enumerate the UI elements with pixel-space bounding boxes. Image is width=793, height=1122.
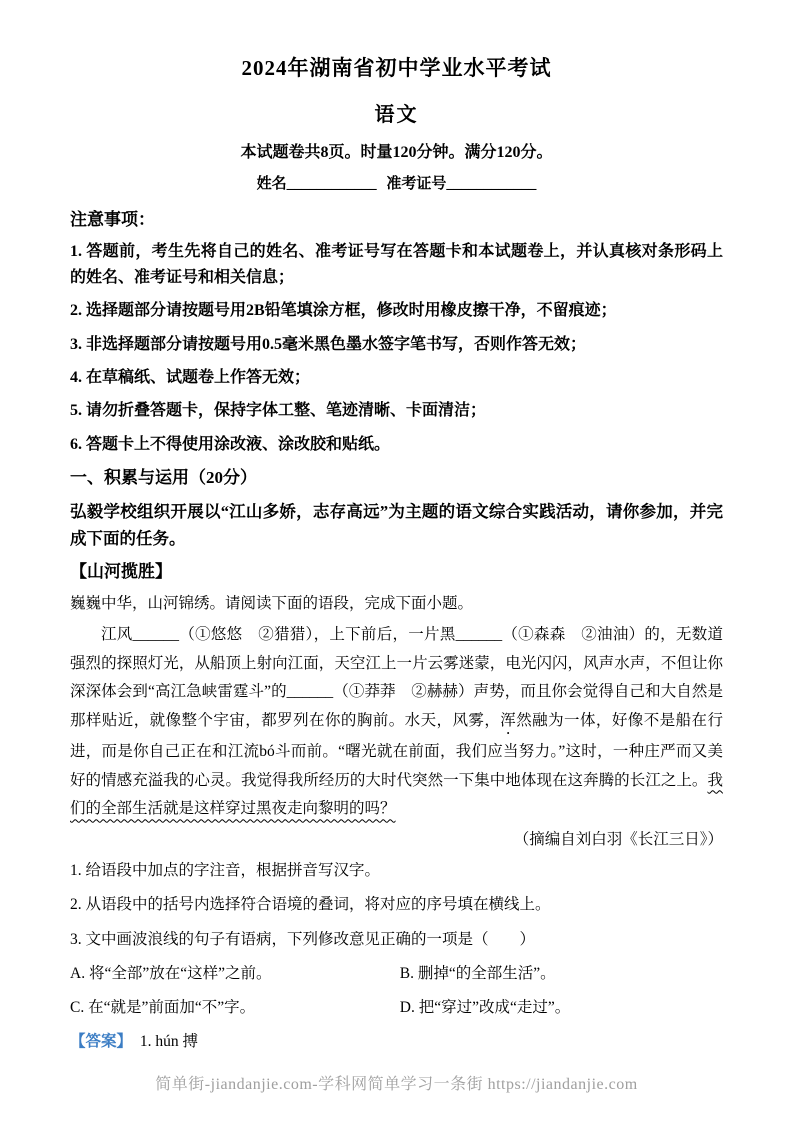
passage-part-1: 江风______（①悠悠 ②猎猎），上下前后，一片黑______（①森森 ②油油）的，无数道强烈的探照灯光，从船顶上射向江面，天空江上一片云雾迷蒙，电光闪闪，风声水声，不但让你深深体会到“高江急峡雷霆斗”的______（①莽莽 ②赫赫）声势，而且你会觉得自己和大自然是那样贴近，就像整个宇宙，都罗列在你的胸前。水天，风雾，	[70, 625, 723, 729]
option-a: A. 将“全部”放在“这样”之前。	[70, 964, 272, 982]
reading-passage	[70, 621, 723, 824]
candidate-info-line	[70, 172, 723, 193]
question-1: 1. 给语段中加点的字注音，根据拼音写汉字。	[70, 862, 381, 880]
exam-info: 本试题卷共8页。时量120分钟。满分120分。	[240, 144, 553, 161]
section-heading: 一、积累与运用（20分）	[70, 468, 257, 488]
notice-item-4: 4. 在草稿纸、试题卷上作答无效；	[70, 369, 311, 387]
answer-text: 1. hún 搏	[139, 1033, 199, 1051]
footer-watermark: 简单街-jiandanjie.com-学科网简单学习一条街 https://jiandanjie.com	[155, 1076, 638, 1093]
passage-dotted-char: 浑	[500, 711, 517, 729]
answer-line	[70, 1030, 723, 1053]
question-2: 2. 从语段中的括号内选择符合语境的叠词，将对应的序号填在横线上。	[70, 896, 551, 914]
exam-id-blank: 准考证号____________	[386, 176, 537, 192]
option-c: C. 在“就是”前面加“不”字。	[70, 999, 256, 1017]
exam-title: 2024年湖南省初中学业水平考试	[241, 56, 552, 80]
option-d: D. 把“穿过”改成“走过”。	[399, 999, 571, 1017]
notice-item-6: 6. 答题卡上不得使用涂改液、涂改胶和贴纸。	[70, 435, 391, 453]
name-blank: 姓名____________	[256, 176, 377, 192]
options-row-cd	[70, 996, 723, 1019]
notice-item-2: 2. 选择题部分请按题号用2B铅笔填涂方框，修改时用橡皮擦干净，不留痕迹；	[70, 302, 617, 320]
notice-item-1: 1. 答题前，考生先将自己的姓名、准考证号写在答题卡和本试题卷上，并认真核对条形码上的姓名、准考证号和相关信息；	[70, 242, 723, 286]
notice-item-5: 5. 请勿折叠答题卡，保持字体工整、笔迹清晰、卡面清洁；	[70, 402, 487, 420]
options-row-ab	[70, 962, 723, 985]
passage-source: （摘编自刘白羽《长江三日》）	[513, 830, 723, 848]
question-3: 3. 文中画波浪线的句子有语病，下列修改意见正确的一项是（ ）	[70, 930, 536, 948]
exam-subject: 语文	[374, 104, 419, 126]
notice-heading: 注意事项：	[70, 210, 155, 229]
option-b: B. 删掉“的全部生活”。	[399, 964, 556, 982]
answer-label: 【答案】	[70, 1033, 133, 1051]
passage-intro: 巍巍中华，山河锦绣。请阅读下面的语段，完成下面小题。	[70, 594, 474, 612]
passage-wavy-sentence: 我们的全部生活就是这样穿过黑夜走向黎明的吗？	[70, 771, 723, 818]
notice-item-3: 3. 非选择题部分请按题号用0.5毫米黑色墨水签字笔书写，否则作答无效；	[70, 335, 587, 353]
passage-tag: 【山河揽胜】	[70, 562, 172, 582]
passage-part-2: 然融为一体，好像不是船在行进，而是你自己正在和江流bó斗而前。“曙光就在前面，我们应当努力。”这时，一种庄严而又美好的情感充溢我的心灵。我觉得我所经历的大时代突然一下集中地体现在这奔腾的长江之上。	[70, 711, 723, 789]
section-intro: 弘毅学校组织开展以“江山多娇，志存高远”为主题的语文综合实践活动，请你参加，并完成下面的任务。	[70, 501, 723, 548]
